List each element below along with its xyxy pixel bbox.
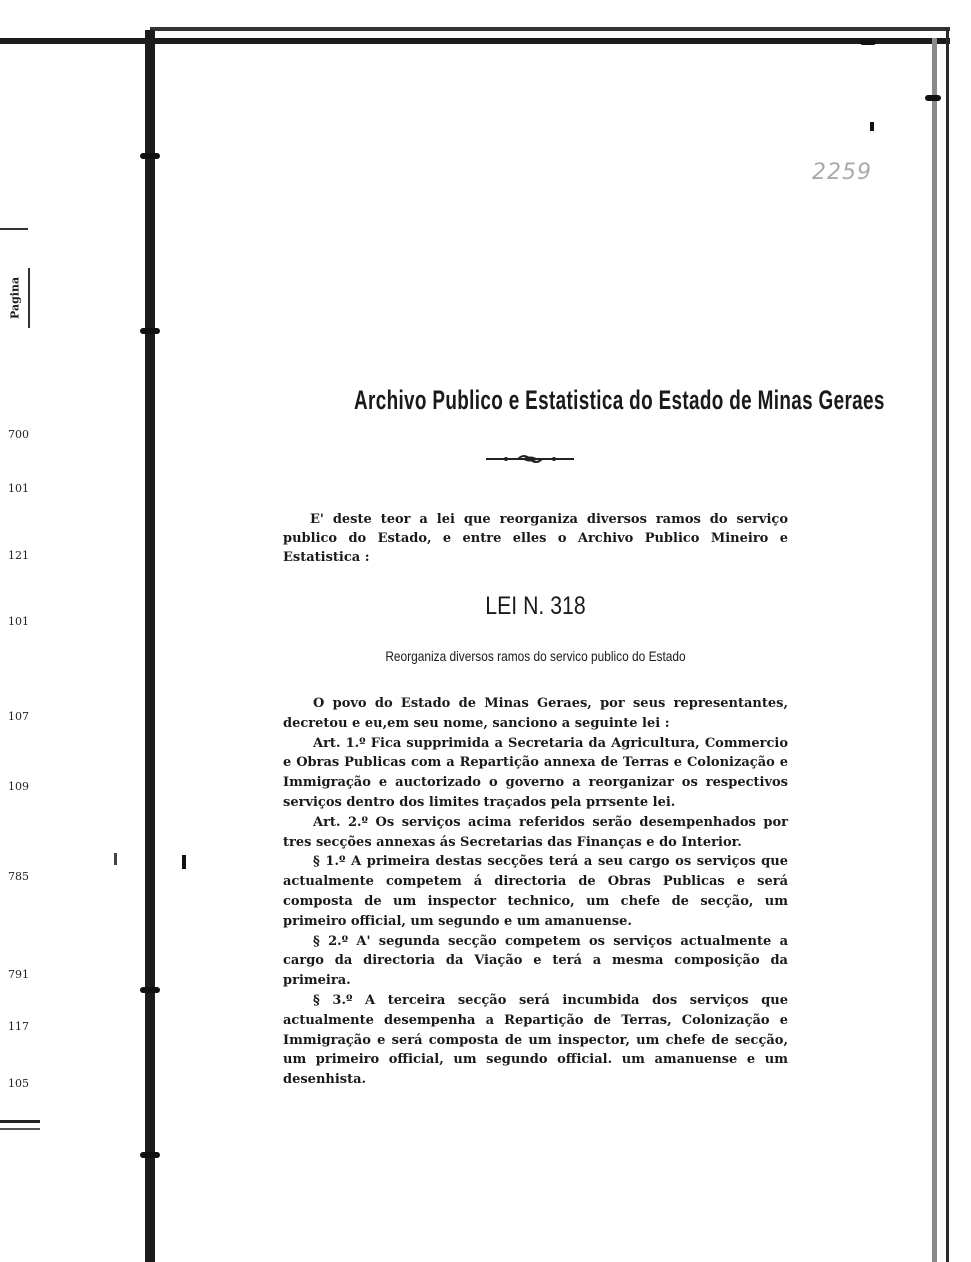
spine-tick (140, 328, 160, 334)
index-rule (0, 228, 28, 230)
page-top-edge (0, 38, 950, 44)
index-page-number: 117 (8, 1020, 29, 1033)
index-page-number: 101 (8, 615, 29, 628)
law-body (283, 694, 788, 1090)
intro-paragraph: E' deste teor a lei que reorganiza diversos ramos do serviço publico do Estado, e entre elles o Archivo Publico Mineiro e Estatistica : (283, 512, 788, 565)
index-page-number: 101 (8, 482, 29, 495)
page-spine-edge (145, 30, 155, 1262)
index-page-number: 785 (8, 870, 29, 883)
index-rule (0, 1120, 40, 1123)
ornament-divider-icon (482, 452, 578, 466)
law-subtitle: Reorganiza diversos ramos do servico publico do Estado (385, 648, 686, 664)
spine-tick (140, 1152, 160, 1158)
index-page-number: 107 (8, 710, 29, 723)
index-page-number: 109 (8, 780, 29, 793)
edge-tick (860, 40, 876, 45)
spine-tick (140, 153, 160, 159)
page-right-edge (932, 38, 937, 1262)
scan-speck (114, 853, 117, 865)
index-page-number: 105 (8, 1077, 29, 1090)
section-paragraph: § 3.º A terceira secção será incumbida dos serviços que actualmente desempenha a Repartição de Terras, Colonização e Immigração e será composta de um inspector, um chefe de secção, um primeiro official, um segundo official. um amanuense e um desenhista. (283, 992, 788, 1088)
index-page-number: 700 (8, 428, 29, 441)
folio-number: 2259 (812, 160, 872, 185)
scan-speck (870, 122, 874, 131)
index-rule (0, 1128, 40, 1130)
spine-tick (140, 987, 160, 993)
index-page-number: 791 (8, 968, 29, 981)
preamble-paragraph: O povo do Estado de Minas Geraes, por seus representantes, decretou e eu,em seu nome, sanciono a seguinte lei : (283, 696, 788, 731)
article-paragraph: Art. 1.º Fica supprimida a Secretaria da Agricultura, Commercio e Obras Publicas com a Repartição annexa de Terras e Colonização e Immigração e auctorizado o governo a reorganizar os respectivos serviços dentro dos limites traçados pela prrsente lei. (283, 735, 788, 810)
page-top-edge-inner (150, 27, 950, 31)
facing-page-index (0, 0, 40, 1262)
law-title: LEI N. 318 (485, 592, 586, 620)
index-page-number: 121 (8, 549, 29, 562)
index-label: Pagina (2, 268, 30, 328)
page-title: Archivo Publico e Estatistica do Estado de Minas Geraes (354, 385, 885, 415)
edge-tick (925, 95, 941, 101)
article-paragraph: Art. 2.º Os serviços acima referidos serão desempenhados por tres secções annexas ás Secretarias das Finanças e do Interior. (283, 814, 788, 850)
section-paragraph: § 2.º A' segunda secção competem os serviços actualmente a cargo da directoria da Viação e terá a mesma composição da primeira. (283, 933, 788, 989)
scan-speck (182, 855, 186, 869)
section-paragraph: § 1.º A primeira destas secções terá a seu cargo os serviços que actualmente competem á directoria de Obras Publicas e será composta de um inspector technico, um chefe de secção, um primeiro official, um segundo e um amanuense. (283, 854, 788, 929)
page-right-edge-outer (946, 28, 949, 1262)
